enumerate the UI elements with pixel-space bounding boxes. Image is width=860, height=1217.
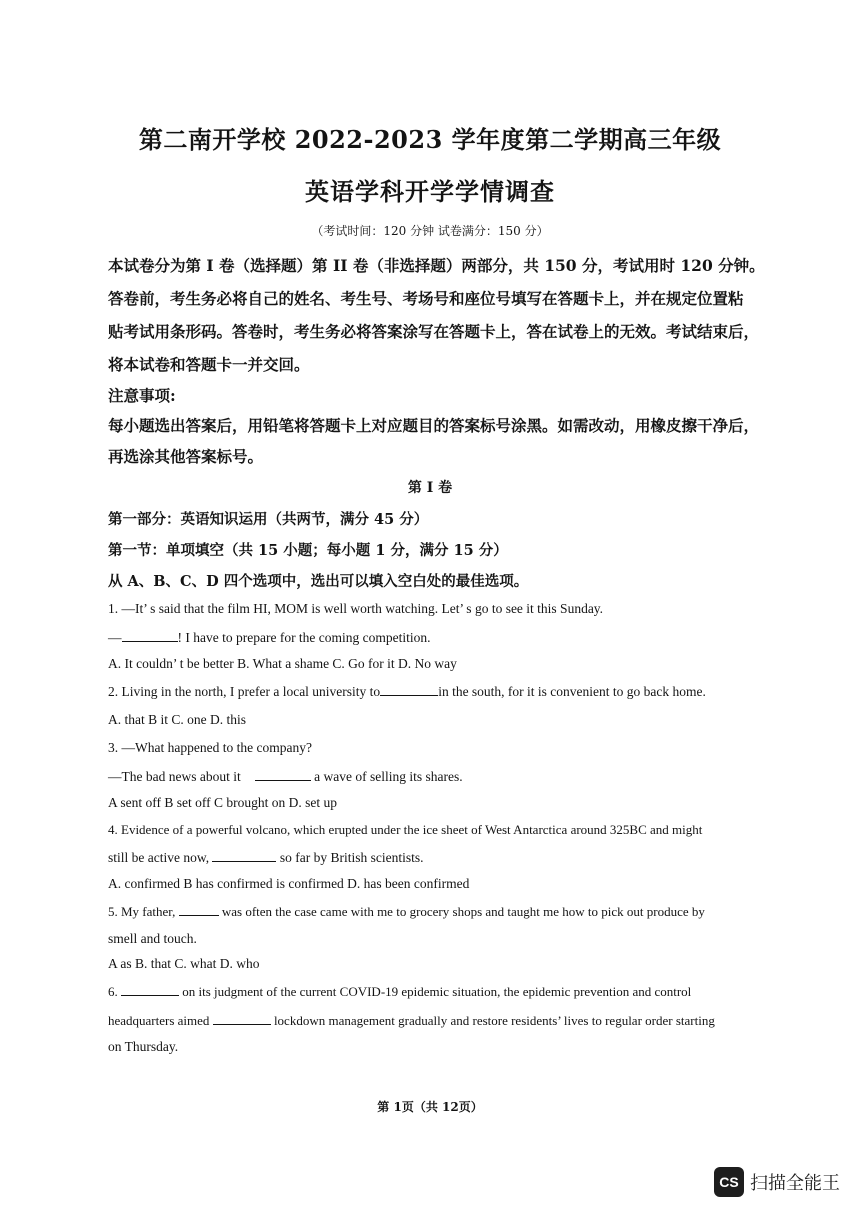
question-5-line2: smell and touch. [108,931,197,946]
instruction-line: 贴考试用条形码。答卷时，考生务必将答案涂写在答题卡上，答在试卷上的无效。考试结束后， [108,322,760,341]
question-2-options: A. that B it C. one D. this [108,712,246,727]
q2-text-before: 2. Living in the north, I prefer a local university to [108,684,381,699]
question-6 [108,983,691,1000]
notes-line: 每小题选出答案后，用铅笔将答题卡上对应题目的答案标号涂黑。如需改动，用橡皮擦干净后， [108,416,760,435]
section-title: 第一节：单项填空（共 15 小题；每小题 1 分，满分 15 分） [108,542,508,559]
answer-blank [121,983,179,996]
question-5-options: A as B. that C. what D. who [108,956,260,971]
q6-number: 6. [108,984,118,999]
instruction-line: 本试卷分为第 I 卷（选择题）第 II 卷（非选择题）两部分，共 150 分，考试用时 120 分钟。 [108,256,765,275]
instruction-line: 将本试卷和答题卡一并交回。 [108,355,310,374]
answer-blank [255,768,311,781]
question-1: 1. —It’ s said that the film HI, MOM is well worth watching. Let’ s go to see it this Sunday. [108,601,604,616]
q1-reply-prefix: — [108,630,122,645]
question-2 [108,683,706,700]
question-5 [108,903,705,920]
question-4: 4. Evidence of a powerful volcano, which erupted under the ice sheet of West Antarctica around 325BC and might [108,822,703,837]
q2-text-after: in the south, for it is convenient to go back home. [438,684,706,699]
q5-text-before: 5. My father, [108,904,176,919]
scanner-watermark [714,1167,840,1197]
question-1-reply [108,629,431,646]
q6-text-after: on its judgment of the current COVID-19 epidemic situation, the epidemic prevention and control [182,984,692,999]
exam-time-info: （考试时间：120 分钟 试卷满分：150 分） [311,224,549,238]
q3-reply-after: a wave of selling its shares. [314,769,463,784]
question-4-options: A. confirmed B has confirmed is confirmed D. has been confirmed [108,876,470,891]
cs-scanner-logo-icon: CS [714,1167,744,1197]
q3-reply-text: —The bad news about it [108,769,241,784]
answer-blank [179,903,219,916]
answer-blank [380,683,438,696]
q6-text-after2: lockdown management gradually and restore residents’ lives to regular order starting [273,1013,715,1028]
q4-text-after: so far by British scientists. [279,850,424,865]
question-6-line3: on Thursday. [108,1039,179,1054]
notes-line: 再选涂其他答案标号。 [108,447,264,466]
question-3-options: A sent off B set off C brought on D. set up [108,795,337,810]
exam-title: 第二南开学校 2022-2023 学年度第二学期高三年级 [138,125,722,154]
instruction-line: 答卷前，考生务必将自己的姓名、考生号、考场号和座位号填写在答题卡上，并在规定位置粘 [108,289,744,308]
answer-blank [122,629,178,642]
scanner-app-name: 扫描全能王 [750,1173,840,1194]
q6-text-before: headquarters aimed [108,1013,210,1028]
q4-text-before: still be active now, [108,850,210,865]
direction-text: 从 A、B、C、D 四个选项中，选出可以填入空白处的最佳选项。 [108,573,529,590]
question-4-line2 [108,849,423,866]
page-footer: 第 1页（共 12页） [377,1100,483,1114]
question-3: 3. —What happened to the company? [108,740,312,755]
part-title: 第一部分：英语知识运用（共两节，满分 45 分） [108,511,429,528]
question-1-options: A. It couldn’ t be better B. What a shame C. Go for it D. No way [108,656,457,671]
volume-title: 第 I 卷 [407,480,453,496]
notes-heading: 注意事项: [108,386,176,405]
answer-blank [212,849,276,862]
answer-blank [213,1012,271,1025]
q5-text-after: was often the case came with me to grocery shops and taught me how to pick out produce by [221,904,705,919]
question-6-line2 [108,1012,715,1029]
q1-reply-text: ! I have to prepare for the coming competition. [177,630,431,645]
question-3-reply [108,768,463,785]
exam-subtitle-title: 英语学科开学学情调查 [305,177,555,206]
